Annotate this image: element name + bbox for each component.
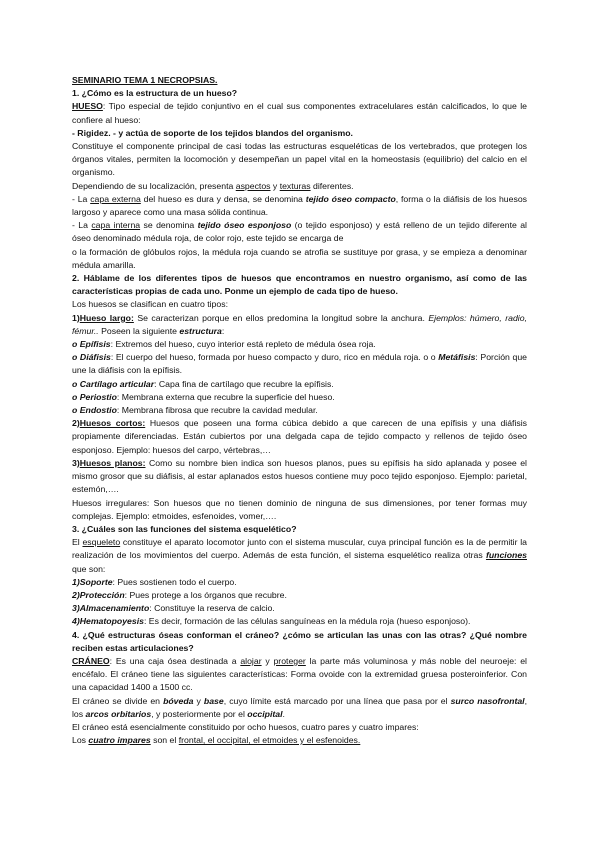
paragraph-capa-externa: - La capa externa del hueso es dura y densa, se denomina tejido óseo compacto, forma o la diáfisis de los huesos largoso y aparece como una masa sólida continua. xyxy=(72,193,527,218)
tipos-intro: Los huesos se clasifican en cuatro tipos: xyxy=(72,299,228,310)
hueso-definition: HUESO: Tipo especial de tejido conjuntivo en el cual sus componentes extracelulares están calcificados, lo que le confiere al hueso: xyxy=(72,101,527,125)
huesos-planos-item: 3)Huesos planos: Como su nombre bien indica son huesos planos, pues su epífisis ha sido aplanada y posee el mismo grosor que su diáfisis, al estar aplanados estos huesos contiene muy poco tejido esponjoso. Ejemplo: parietal, estemón,…. xyxy=(72,457,527,495)
cartilago-item: o Cartílago articular: Capa fina de cartílago que recubre la epífisis. xyxy=(72,378,334,389)
document-page xyxy=(72,74,527,747)
epifisis-item: o Epífisis: Extremos del hueso, cuyo interior está repleto de médula ósea roja. xyxy=(72,339,376,350)
question-4-heading: 4. ¿Qué estructuras óseas conforman el cráneo? ¿cómo se articulan las unas con las otras? ¿Qué nombre reciben estas articulaciones? xyxy=(72,629,527,653)
funcion-almacenamiento: 3)Almacenamiento: Constituye la reserva de calcio. xyxy=(72,603,275,614)
huesos-irregulares-item: Huesos irregulares: Son huesos que no tienen dominio de ninguna de sus dimensiones, por tener formas muy complejas. Ejemplo: etmoides, esfenoides, vomer,…. xyxy=(72,497,527,521)
paragraph-localizacion: Dependiendo de su localización, presenta aspectos y texturas diferentes. xyxy=(72,180,354,191)
paragraph-componente: Constituye el componente principal de casi todas las estructuras esqueléticas de los vertebrados, que protegen los órganos vitales, permiten la locomoción y desempeñan un papel vital en la homeostasis (equilibrio) del calcio en el organismo. xyxy=(72,141,527,178)
funcion-hematopoyesis: 4)Hematopoyesis: Es decir, formación de las células sanguíneas en la médula roja (hueso esponjoso). xyxy=(72,616,471,627)
paragraph-capa-interna: - La capa interna se denomina tejido óseo esponjoso (o tejido esponjoso) y está relleno de un tejido diferente al óseo denominado médula roja, de color rojo, este tejido se encarga de xyxy=(72,220,527,244)
periostio-item: o Periostio: Membrana externa que recubre la superficie del hueso. xyxy=(72,391,335,402)
document-title: SEMINARIO TEMA 1 NECROPSIAS. xyxy=(72,75,218,85)
paragraph-division: El cráneo se divide en bóveda y base, cuyo límite está marcado por una línea que pasa por el surco nasofrontal, los arcos orbitarios, y posteriormente por el occipital. xyxy=(72,695,528,719)
question-2-heading: 2. Háblame de los diferentes tipos de huesos que encontramos en nuestro organismo, así como de las características propias de cada uno. Ponme un ejemplo de cada tipo de hueso. xyxy=(72,273,527,297)
funcion-soporte: 1)Soporte: Pues sostienen todo el cuerpo. xyxy=(72,576,237,587)
paragraph-impares: Los cuatro impares son el frontal, el occipital, el etmoides y el esfenoides. xyxy=(72,735,361,746)
endostio-item: o Endostio: Membrana fibrosa que recubre la cavidad medular. xyxy=(72,405,318,416)
paragraph-globulos: o la formación de glóbulos rojos, la médula roja cuando se atrofia se sustituye por grasa, y se empieza a denominar médula amarilla. xyxy=(72,246,527,270)
paragraph-esqueleto: El esqueleto constituye el aparato locomotor junto con el sistema muscular, cuya principal función es la de permitir la realización de los movimientos del cuerpo. Además de esta función, el sistema esquelético realiza otras funciones que son: xyxy=(72,537,527,574)
question-3-heading: 3. ¿Cuáles son las funciones del sistema esquelético? xyxy=(72,523,297,534)
question-1-heading: 1. ¿Cómo es la estructura de un hueso? xyxy=(72,88,238,99)
paragraph-craneo: CRÁNEO: Es una caja ósea destinada a alojar y proteger la parte más voluminosa y más noble del neuroeje: el encéfalo. El cráneo tiene las siguientes características: Forma ovoide con la extremidad gruesa posteroinferior. Con una capacidad 1400 a 1500 cc. xyxy=(72,655,527,693)
rigidez-line: - Rigidez. - y actúa de soporte de los tejidos blandos del organismo. xyxy=(72,127,353,138)
paragraph-constitucion: El cráneo está esencialmente constituido por ocho huesos, cuatro pares y cuatro impares: xyxy=(72,721,419,732)
huesos-cortos-item: 2)Huesos cortos: Huesos que poseen una forma cúbica debido a que carecen de una epífisis y una diáfisis propiamente diferenciadas. Están cubiertos por una delgada capa de tejido compacto y rellenos de tejido óseo esponjoso. Ejemplo: huesos del carpo, vértebras,… xyxy=(72,418,527,455)
diafisis-item: o Diáfisis: El cuerpo del hueso, formada por hueso compacto y duro, rico en médula roja. o o Metáfisis: Porción que une la diáfisis con la epífisis. xyxy=(72,352,527,376)
funcion-proteccion: 2)Protección: Pues protege a los órganos que recubre. xyxy=(72,589,287,600)
hueso-largo-item: 1)Hueso largo: Se caracterizan porque en ellos predomina la longitud sobre la anchura. Ejemplos: húmero, radio, fémur.. Poseen la siguiente estructura: xyxy=(72,312,527,336)
